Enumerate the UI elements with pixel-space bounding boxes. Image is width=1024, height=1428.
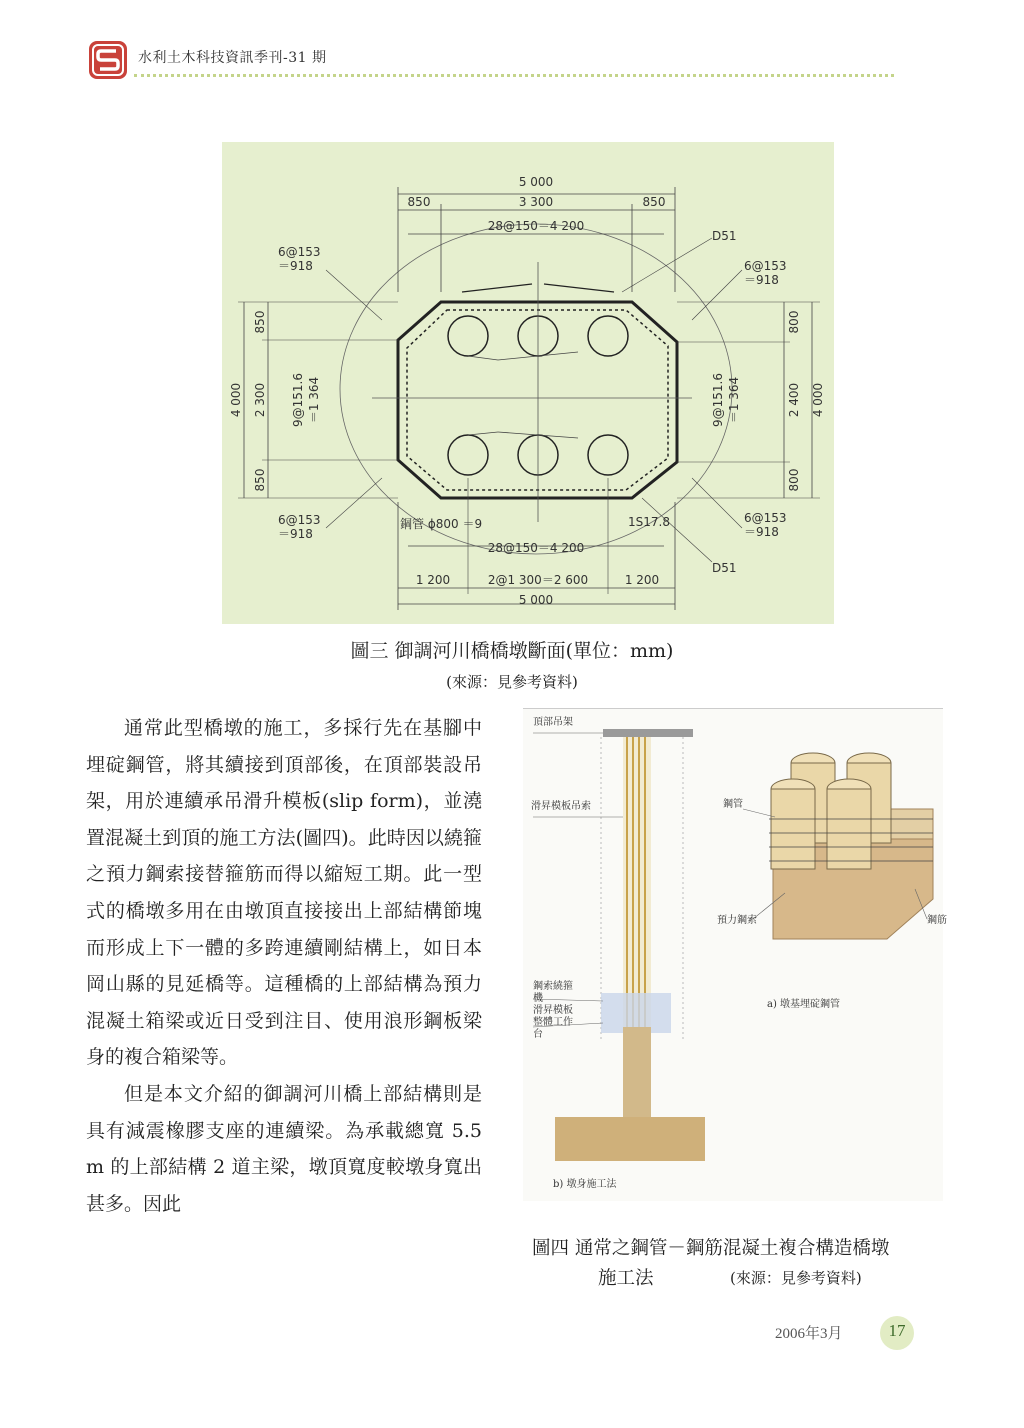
dim-right-800-bot: 800 [787,468,801,492]
figure4-caption-line2: 施工法 [598,1268,654,1289]
paragraph-1-end: ，如日本岡山縣的見延橋等。這種橋的上部結構為預力混凝土箱梁或近日受到注目、使用浪形鋼板梁身的複合箱梁等。 [86,936,482,1069]
dim-bot-left: 1 200 [415,573,451,587]
label-prestress-strand: 預力鋼索 [717,915,757,926]
dim-bot-mid: 2@1 300＝2 600 [487,573,589,587]
dim-d51-top: D51 [712,229,737,243]
label-caption-b: b) 墩身施工法 [553,1179,617,1190]
figure3-source: (來源：見參考資料) [446,673,578,691]
dim-left-top-note2: ＝918 [278,259,313,273]
dim-right-bot-note: 6@153 [744,511,787,525]
footer-date: 2006年3月 [775,1326,843,1342]
dim-top-mid: 3 300 [518,195,554,209]
paragraph-1-main: 通常此型橋墩的施工，多採行先在基腳中埋碇鋼管，將其續接到頂部後，在頂部裝設吊架，用於連續承吊滑升模板(slip form)，並澆置混凝土到頂的施工方法(圖四)。此時因以繞箍之預力鋼索接替箍筋而得以縮短工期。此一型式的橋墩多用在由墩頂直接接出上部結構節塊而形成上下一體的多跨連續剛結構上 [86,717,482,959]
dim-strand-note: 1S17.8 [628,515,670,529]
dim-inner-right2: ＝1 364 [727,376,741,424]
dim-rebar-bot: 28@150＝4 200 [487,541,585,555]
dim-left-4000: 4 000 [229,382,243,418]
dim-pipe-note: 鋼管 ϕ800 ＝9 [400,517,483,531]
label-slip-work-3: 台 [533,1029,543,1040]
dim-bot-right: 1 200 [624,573,660,587]
label-slip-work-2: 整體工作 [533,1017,573,1028]
dim-left-bot-note: 6@153 [278,513,321,527]
dim-left-2300: 2 300 [253,382,267,418]
dim-top-left: 850 [407,195,431,209]
label-top-hanger: 頂部吊架 [533,717,573,728]
label-rebar: 鋼筋 [927,915,947,926]
figure3-pier-section-drawing [222,142,834,624]
figure4-construction-illustration [523,708,947,1201]
dim-top-right: 850 [642,195,666,209]
dim-left-850-top: 850 [253,310,267,334]
label-slip-form-cable: 滑昇模板吊索 [531,801,591,812]
dim-overall-width-top: 5 000 [518,175,554,189]
header-divider [134,74,894,77]
dim-inner-right: 9@151.6 [711,373,725,427]
dim-right-top-note: 6@153 [744,259,787,273]
dim-inner-left: 9@151.6 [291,373,305,427]
label-caption-a: a) 墩基埋碇鋼管 [767,999,841,1010]
body-text-column [86,710,482,1222]
dim-rebar-top: 28@150＝4 200 [487,219,585,233]
journal-title: 水利土木科技資訊季刊-31 期 [138,50,327,66]
dim-overall-width-bot: 5 000 [518,593,554,607]
label-steel-pipe: 鋼管 [723,799,743,810]
paragraph-2: 但是本文介紹的御調河川橋上部結構則是具有減震橡膠支座的連續梁。為承載總寬 5.5 m 的上部結構 2 道主梁，墩頂寬度較墩身寬出甚多。因此 [86,1082,482,1215]
dim-right-bot-note2: ＝918 [744,525,779,539]
dim-left-bot-note2: ＝918 [278,527,313,541]
label-strand-wrap-2: 機 [533,993,543,1004]
dim-right-2400: 2 400 [787,382,801,418]
figure3-caption: 圖三 御調河川橋橋墩斷面(單位：mm) [350,640,674,662]
dim-left-850-bot: 850 [253,468,267,492]
dim-right-800-top: 800 [787,310,801,334]
dim-d51-bot: D51 [712,561,737,575]
dim-left-top-note: 6@153 [278,245,321,259]
journal-logo [88,40,128,80]
figure4-caption: 圖四 通常之鋼管－鋼筋混凝土複合構造橋墩 [532,1238,890,1259]
page-number: 17 [888,1321,906,1340]
label-slip-work-1: 滑昇模板 [533,1005,573,1016]
label-strand-wrap-1: 鋼索繞箍 [533,981,573,992]
dim-inner-left2: ＝1 364 [307,376,321,424]
paragraph-1 [86,710,482,1076]
dim-right-4000: 4 000 [811,382,825,418]
dim-right-top-note2: ＝918 [744,273,779,287]
figure4-source: (來源：見參考資料) [730,1269,862,1287]
